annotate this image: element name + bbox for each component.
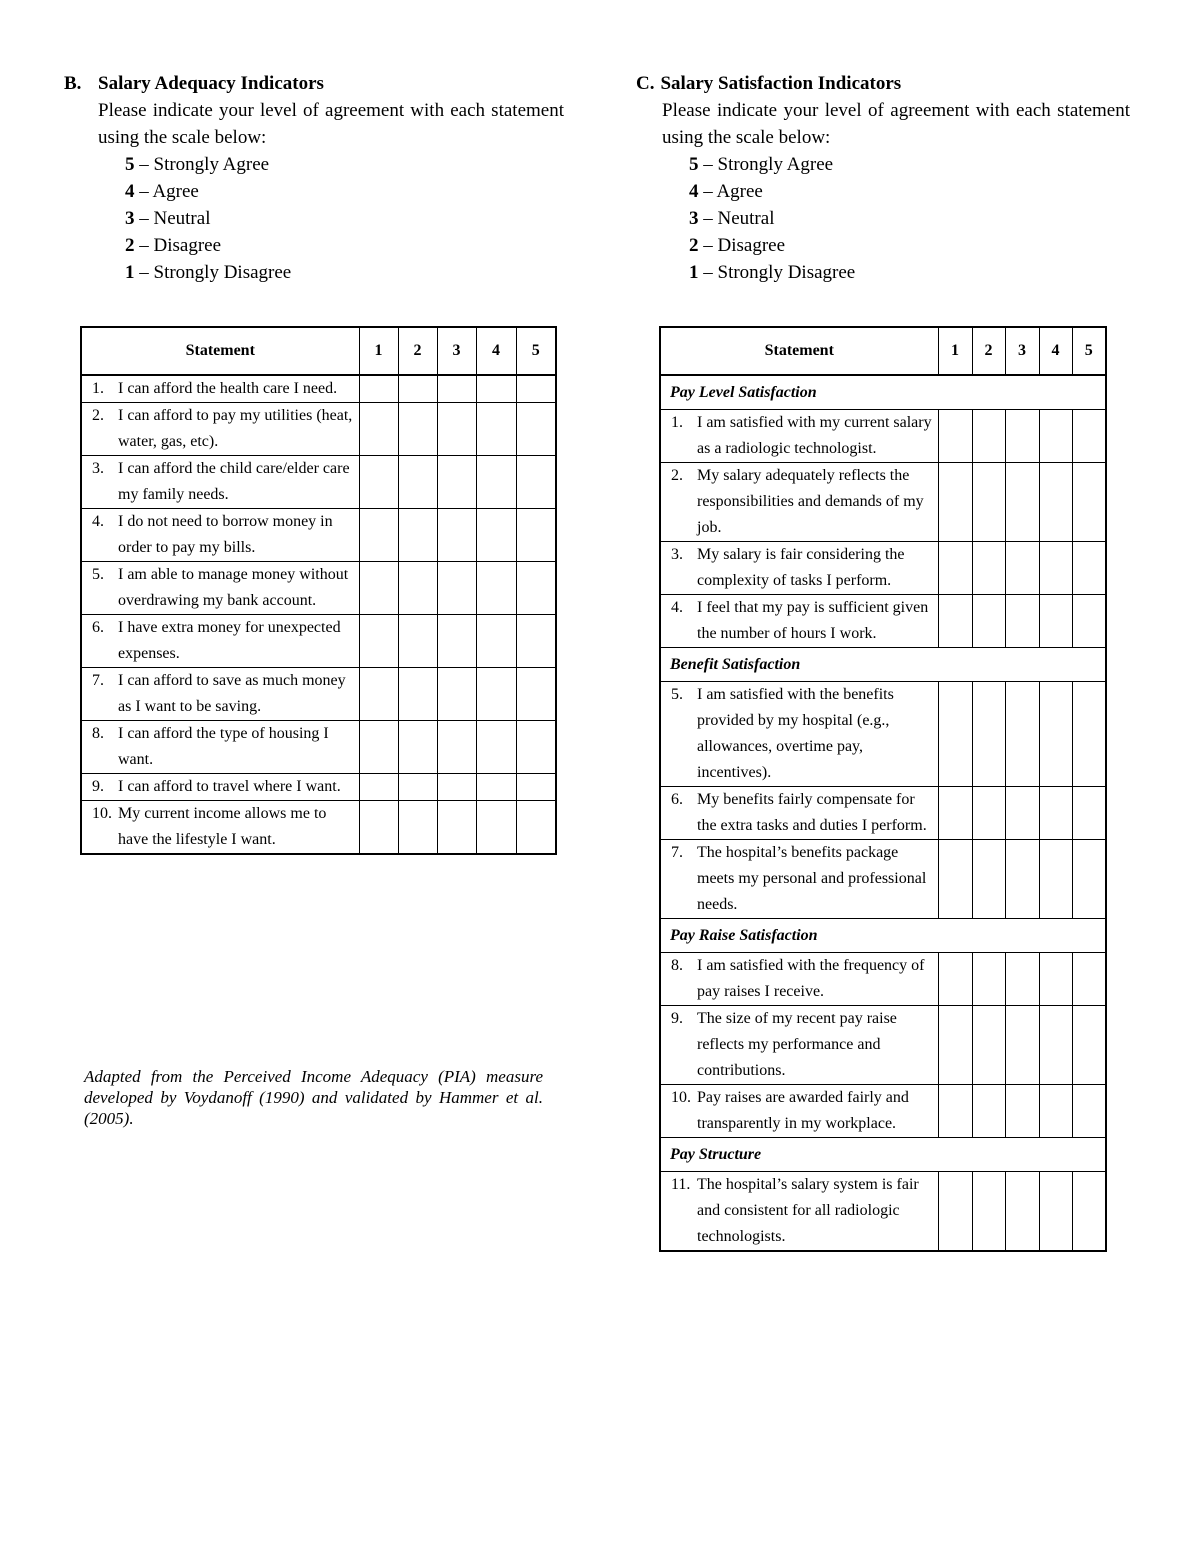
statement-cell <box>660 1006 938 1085</box>
section-b-title-text: Salary Adequacy Indicators <box>98 73 324 94</box>
rating-cell-5[interactable] <box>1072 682 1106 787</box>
rating-cell-4[interactable] <box>1039 463 1072 542</box>
rating-cell-3[interactable] <box>1005 410 1039 463</box>
table-header-row <box>81 327 556 375</box>
statement-text: I am able to manage money without overdrawing my bank account. <box>118 566 349 609</box>
rating-cell-5[interactable] <box>516 562 556 615</box>
scale-item <box>689 232 1130 259</box>
group-row <box>660 375 1106 410</box>
rating-cell-5[interactable] <box>516 509 556 562</box>
rating-cell-2[interactable] <box>398 456 437 509</box>
rating-cell-3[interactable] <box>1005 682 1039 787</box>
rating-cell-1[interactable] <box>359 615 398 668</box>
rating-cell-4[interactable] <box>1039 953 1072 1006</box>
table-row <box>660 1085 1106 1138</box>
section-c-instruction: Please indicate your level of agreement with each statement using the scale below: <box>662 100 1130 148</box>
scale-label: – Disagree <box>139 235 222 256</box>
rating-cell-1[interactable] <box>938 595 972 648</box>
scale-item <box>689 259 1130 286</box>
rating-cell-1[interactable] <box>938 1172 972 1252</box>
table-row <box>660 682 1106 787</box>
rating-cell-4[interactable] <box>476 721 516 774</box>
table-row <box>660 840 1106 919</box>
table-row <box>660 1172 1106 1252</box>
statement-cell <box>660 1172 938 1252</box>
rating-cell-1[interactable] <box>359 456 398 509</box>
statement-text: The hospital’s benefits package meets my personal and professional needs. <box>697 844 927 913</box>
scale-item <box>689 178 1130 205</box>
rating-cell-2[interactable] <box>398 615 437 668</box>
rating-cell-1[interactable] <box>359 721 398 774</box>
rating-cell-4[interactable] <box>476 615 516 668</box>
group-title: Pay Structure <box>660 1138 1106 1172</box>
statement-cell <box>660 953 938 1006</box>
statement-number: 7. <box>671 844 683 861</box>
rating-cell-5[interactable] <box>516 615 556 668</box>
rating-cell-3[interactable] <box>1005 1006 1039 1085</box>
statement-cell <box>660 463 938 542</box>
rating-cell-4[interactable] <box>1039 840 1072 919</box>
statement-cell <box>81 509 359 562</box>
statement-text: My benefits fairly compensate for the extra tasks and duties I perform. <box>697 791 927 834</box>
rating-cell-3[interactable] <box>1005 840 1039 919</box>
rating-cell-2[interactable] <box>398 403 437 456</box>
table-row <box>81 509 556 562</box>
scale-item <box>689 151 1130 178</box>
rating-cell-4[interactable] <box>476 668 516 721</box>
header-4: 4 <box>476 327 516 375</box>
rating-cell-1[interactable] <box>359 562 398 615</box>
rating-cell-5[interactable] <box>516 668 556 721</box>
rating-cell-1[interactable] <box>359 403 398 456</box>
statement-number: 3. <box>92 460 104 477</box>
table-row <box>81 801 556 855</box>
rating-cell-1[interactable] <box>938 1006 972 1085</box>
scale-number: 5 <box>125 154 135 175</box>
rating-cell-2[interactable] <box>398 668 437 721</box>
rating-cell-3[interactable] <box>1005 542 1039 595</box>
rating-cell-4[interactable] <box>476 801 516 855</box>
statement-text: I am satisfied with the frequency of pay raises I receive. <box>697 957 925 1000</box>
statement-number: 5. <box>92 566 104 583</box>
scale-number: 2 <box>125 235 135 256</box>
rating-cell-2[interactable] <box>398 562 437 615</box>
rating-cell-5[interactable] <box>516 403 556 456</box>
statement-cell <box>660 682 938 787</box>
rating-cell-5[interactable] <box>1072 595 1106 648</box>
table-row <box>660 953 1106 1006</box>
section-c-title-text: Salary Satisfaction Indicators <box>660 73 902 94</box>
scale-label: – Neutral <box>703 208 775 229</box>
rating-cell-1[interactable] <box>938 463 972 542</box>
scale-number: 5 <box>689 154 699 175</box>
header-1: 1 <box>359 327 398 375</box>
rating-cell-5[interactable] <box>1072 787 1106 840</box>
rating-cell-3[interactable] <box>437 456 476 509</box>
source-note: Adapted from the Perceived Income Adequacy (PIA) measure developed by Voydanoff (1990) and validated by Hammer et al. (2005). <box>84 1067 543 1128</box>
rating-cell-1[interactable] <box>938 1085 972 1138</box>
scale-label: – Strongly Agree <box>139 154 270 175</box>
rating-cell-3[interactable] <box>1005 1172 1039 1252</box>
rating-cell-3[interactable] <box>437 562 476 615</box>
statement-text: I feel that my pay is sufficient given the number of hours I work. <box>697 599 929 642</box>
rating-cell-4[interactable] <box>1039 542 1072 595</box>
statement-text: I can afford to save as much money as I want to be saving. <box>118 672 346 715</box>
table-row <box>81 375 556 403</box>
statement-cell <box>81 774 359 801</box>
rating-cell-3[interactable] <box>437 668 476 721</box>
rating-cell-1[interactable] <box>938 840 972 919</box>
rating-cell-2[interactable] <box>972 410 1005 463</box>
rating-cell-2[interactable] <box>398 801 437 855</box>
statement-cell <box>81 721 359 774</box>
section-b-letter: B. <box>64 73 82 94</box>
rating-cell-4[interactable] <box>476 403 516 456</box>
rating-cell-3[interactable] <box>1005 595 1039 648</box>
statement-number: 5. <box>671 686 683 703</box>
rating-cell-2[interactable] <box>398 375 437 403</box>
statement-text: I am satisfied with the benefits provided by my hospital (e.g., allowances, overtime pay, incentives). <box>697 686 894 781</box>
rating-cell-4[interactable] <box>1039 682 1072 787</box>
rating-cell-2[interactable] <box>972 682 1005 787</box>
statement-number: 8. <box>92 725 104 742</box>
rating-cell-4[interactable] <box>476 774 516 801</box>
statement-number: 8. <box>671 957 683 974</box>
table-row <box>660 410 1106 463</box>
rating-cell-1[interactable] <box>359 801 398 855</box>
table-row <box>81 456 556 509</box>
header-5: 5 <box>1072 327 1106 375</box>
rating-cell-1[interactable] <box>359 375 398 403</box>
scale-label: – Strongly Agree <box>703 154 834 175</box>
statement-number: 9. <box>671 1010 683 1027</box>
rating-cell-3[interactable] <box>437 375 476 403</box>
group-title: Pay Raise Satisfaction <box>660 919 1106 953</box>
rating-cell-3[interactable] <box>1005 1085 1039 1138</box>
rating-cell-1[interactable] <box>938 787 972 840</box>
table-row <box>660 463 1106 542</box>
scale-number: 1 <box>125 262 135 283</box>
rating-cell-2[interactable] <box>398 721 437 774</box>
scale-label: – Strongly Disagree <box>139 262 292 283</box>
section-b-scale <box>125 151 564 286</box>
rating-cell-5[interactable] <box>1072 1085 1106 1138</box>
rating-cell-5[interactable] <box>1072 542 1106 595</box>
rating-cell-5[interactable] <box>1072 463 1106 542</box>
group-row <box>660 1138 1106 1172</box>
statement-cell <box>81 375 359 403</box>
scale-label: – Agree <box>139 181 199 202</box>
statement-text: I can afford the health care I need. <box>118 380 338 397</box>
header-2: 2 <box>398 327 437 375</box>
statement-number: 1. <box>92 380 104 397</box>
statement-text: My salary is fair considering the complexity of tasks I perform. <box>697 546 905 589</box>
group-title: Benefit Satisfaction <box>660 648 1106 682</box>
rating-cell-4[interactable] <box>1039 595 1072 648</box>
scale-label: – Agree <box>703 181 763 202</box>
section-b-instruction: Please indicate your level of agreement with each statement using the scale below: <box>98 100 564 148</box>
statement-number: 6. <box>92 619 104 636</box>
statement-number: 1. <box>671 414 683 431</box>
statement-cell <box>81 403 359 456</box>
rating-cell-4[interactable] <box>476 375 516 403</box>
statement-cell <box>660 787 938 840</box>
statement-text: I have extra money for unexpected expenses. <box>118 619 341 662</box>
rating-cell-3[interactable] <box>1005 787 1039 840</box>
table-row <box>81 774 556 801</box>
scale-item <box>125 205 564 232</box>
scale-item <box>125 178 564 205</box>
header-1: 1 <box>938 327 972 375</box>
rating-cell-5[interactable] <box>516 721 556 774</box>
group-row <box>660 648 1106 682</box>
rating-cell-4[interactable] <box>1039 787 1072 840</box>
statement-cell <box>660 542 938 595</box>
statement-text: I can afford the type of housing I want. <box>118 725 329 768</box>
header-3: 3 <box>1005 327 1039 375</box>
statement-number: 11. <box>671 1176 691 1193</box>
rating-cell-5[interactable] <box>516 801 556 855</box>
statement-cell <box>660 840 938 919</box>
table-row <box>81 562 556 615</box>
statement-text: I can afford the child care/elder care my family needs. <box>118 460 350 503</box>
header-5: 5 <box>516 327 556 375</box>
rating-cell-5[interactable] <box>516 375 556 403</box>
rating-cell-2[interactable] <box>398 774 437 801</box>
rating-cell-4[interactable] <box>1039 1006 1072 1085</box>
rating-cell-2[interactable] <box>972 1085 1005 1138</box>
scale-label: – Disagree <box>703 235 786 256</box>
table-row <box>81 668 556 721</box>
rating-cell-2[interactable] <box>972 953 1005 1006</box>
rating-cell-3[interactable] <box>437 509 476 562</box>
rating-cell-1[interactable] <box>938 953 972 1006</box>
statement-number: 3. <box>671 546 683 563</box>
rating-cell-3[interactable] <box>437 403 476 456</box>
scale-number: 3 <box>125 208 135 229</box>
statement-number: 7. <box>92 672 104 689</box>
scale-number: 2 <box>689 235 699 256</box>
rating-cell-2[interactable] <box>972 1172 1005 1252</box>
rating-cell-2[interactable] <box>972 595 1005 648</box>
header-statement: Statement <box>81 327 359 375</box>
rating-cell-3[interactable] <box>437 801 476 855</box>
salary-adequacy-table <box>80 326 557 855</box>
scale-item <box>689 205 1130 232</box>
section-c-letter: C. <box>636 73 655 94</box>
scale-number: 4 <box>689 181 699 202</box>
rating-cell-1[interactable] <box>359 774 398 801</box>
rating-cell-5[interactable] <box>516 774 556 801</box>
rating-cell-3[interactable] <box>1005 953 1039 1006</box>
rating-cell-5[interactable] <box>1072 840 1106 919</box>
statement-cell <box>81 456 359 509</box>
statement-cell <box>660 410 938 463</box>
rating-cell-5[interactable] <box>516 456 556 509</box>
scale-item <box>125 232 564 259</box>
statement-text: My current income allows me to have the lifestyle I want. <box>118 805 327 848</box>
table-header-row <box>660 327 1106 375</box>
rating-cell-5[interactable] <box>1072 1006 1106 1085</box>
rating-cell-4[interactable] <box>476 562 516 615</box>
statement-text: I can afford to pay my utilities (heat, water, gas, etc). <box>118 407 353 450</box>
statement-text: I can afford to travel where I want. <box>118 778 341 795</box>
section-c-title <box>636 70 1130 97</box>
rating-cell-5[interactable] <box>1072 410 1106 463</box>
header-4: 4 <box>1039 327 1072 375</box>
group-row <box>660 919 1106 953</box>
statement-cell <box>660 595 938 648</box>
rating-cell-4[interactable] <box>476 456 516 509</box>
statement-text: I do not need to borrow money in order to pay my bills. <box>118 513 333 556</box>
rating-cell-3[interactable] <box>1005 463 1039 542</box>
rating-cell-1[interactable] <box>938 542 972 595</box>
rating-cell-4[interactable] <box>1039 1085 1072 1138</box>
scale-label: – Strongly Disagree <box>703 262 856 283</box>
statement-cell <box>81 562 359 615</box>
statement-number: 10. <box>671 1089 691 1106</box>
scale-number: 3 <box>689 208 699 229</box>
section-b-title <box>64 70 564 97</box>
statement-number: 2. <box>671 467 683 484</box>
table-row <box>660 787 1106 840</box>
table-row <box>81 403 556 456</box>
statement-cell <box>660 1085 938 1138</box>
header-2: 2 <box>972 327 1005 375</box>
statement-cell <box>81 668 359 721</box>
rating-cell-2[interactable] <box>972 542 1005 595</box>
rating-cell-2[interactable] <box>972 840 1005 919</box>
table-row <box>660 595 1106 648</box>
rating-cell-2[interactable] <box>972 1006 1005 1085</box>
statement-cell <box>81 801 359 855</box>
scale-number: 4 <box>125 181 135 202</box>
scale-label: – Neutral <box>139 208 211 229</box>
rating-cell-1[interactable] <box>359 668 398 721</box>
rating-cell-1[interactable] <box>938 682 972 787</box>
statement-cell <box>81 615 359 668</box>
statement-number: 4. <box>671 599 683 616</box>
rating-cell-2[interactable] <box>398 509 437 562</box>
section-b <box>64 70 564 286</box>
rating-cell-1[interactable] <box>938 410 972 463</box>
statement-number: 9. <box>92 778 104 795</box>
header-3: 3 <box>437 327 476 375</box>
rating-cell-5[interactable] <box>1072 953 1106 1006</box>
group-title: Pay Level Satisfaction <box>660 375 1106 410</box>
rating-cell-2[interactable] <box>972 787 1005 840</box>
statement-number: 6. <box>671 791 683 808</box>
statement-number: 4. <box>92 513 104 530</box>
table-row <box>81 721 556 774</box>
scale-number: 1 <box>689 262 699 283</box>
section-c <box>636 70 1130 286</box>
statement-text: The size of my recent pay raise reflects my performance and contributions. <box>697 1010 897 1079</box>
table-row <box>660 1006 1106 1085</box>
rating-cell-3[interactable] <box>437 721 476 774</box>
rating-cell-1[interactable] <box>359 509 398 562</box>
rating-cell-3[interactable] <box>437 774 476 801</box>
rating-cell-5[interactable] <box>1072 1172 1106 1252</box>
table-row <box>660 542 1106 595</box>
section-c-scale <box>689 151 1130 286</box>
scale-item <box>125 259 564 286</box>
table-row <box>81 615 556 668</box>
statement-text: Pay raises are awarded fairly and transparently in my workplace. <box>697 1089 909 1132</box>
salary-satisfaction-table <box>659 326 1107 1252</box>
scale-item <box>125 151 564 178</box>
rating-cell-4[interactable] <box>1039 1172 1072 1252</box>
statement-text: My salary adequately reflects the responsibilities and demands of my job. <box>697 467 924 536</box>
statement-number: 10. <box>92 805 112 822</box>
statement-text: The hospital’s salary system is fair and consistent for all radiologic technologists. <box>697 1176 919 1245</box>
rating-cell-3[interactable] <box>437 615 476 668</box>
rating-cell-4[interactable] <box>476 509 516 562</box>
statement-text: I am satisfied with my current salary as a radiologic technologist. <box>697 414 932 457</box>
rating-cell-2[interactable] <box>972 463 1005 542</box>
statement-number: 2. <box>92 407 104 424</box>
header-statement: Statement <box>660 327 938 375</box>
rating-cell-4[interactable] <box>1039 410 1072 463</box>
